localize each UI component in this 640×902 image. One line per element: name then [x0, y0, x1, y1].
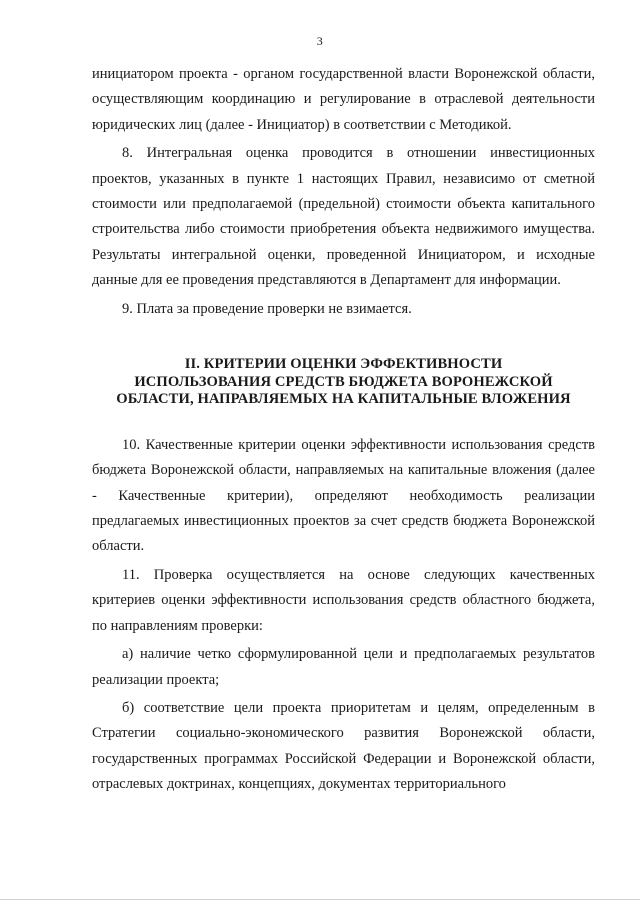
paragraph-11: 11. Проверка осуществляется на основе следующих качественных критериев оценки эффективности использования средств областного бюджета, по направлениям проверки: — [92, 566, 595, 634]
paragraph-10: 10. Качественные критерии оценки эффективности использования средств бюджета Воронежской области, направляемых на капитальные вложения (далее - Качественные критерии), определяют необходимость реализации предлагаемых инвестиционных проектов за счет средств бюджета Воронежской области. — [92, 436, 595, 555]
paragraph-9: 9. Плата за проведение проверки не взимается. — [122, 300, 412, 317]
page-bottom-edge — [0, 899, 640, 900]
section-heading-line-1: II. КРИТЕРИИ ОЦЕНКИ ЭФФЕКТИВНОСТИ — [184, 356, 503, 373]
section-heading — [92, 356, 595, 409]
list-item-a: а) наличие четко сформулированной цели и предполагаемых результатов реализации проекта; — [92, 646, 595, 688]
paragraph-8: 8. Интегральная оценка проводится в отношении инвестиционных проектов, указанных в пункте 1 настоящих Правил, независимо от сметной стоимости или предполагаемой (предельной) стоимости объекта капитального строительства либо стоимости приобретения объекта недвижимого имущества. Результаты интегральной оценки, проведенной Инициатором, и исходные данные для ее проведения представляются в Департамент для информации. — [92, 145, 595, 289]
page-number: 3 — [316, 34, 324, 48]
section-heading-line-3: ОБЛАСТИ, НАПРАВЛЯЕМЫХ НА КАПИТАЛЬНЫЕ ВЛОЖЕНИЯ — [116, 391, 571, 408]
list-item-b: б) соответствие цели проекта приоритетам и целям, определенным в Стратегии социально-экономического развития Воронежской области, государственных программах Российской Федерации и Воронежской области, отраслевых доктринах, концепциях, документах территориального — [92, 699, 595, 793]
document-body — [92, 62, 595, 798]
paragraph-continuation: инициатором проекта - органом государственной власти Воронежской области, осуществляющим координацию и регулирование в отраслевой деятельности юридических лиц (далее - Инициатор) в соответствии с Методикой. — [92, 66, 595, 133]
section-heading-line-2: ИСПОЛЬЗОВАНИЯ СРЕДСТВ БЮДЖЕТА ВОРОНЕЖСКОЙ — [134, 373, 553, 390]
